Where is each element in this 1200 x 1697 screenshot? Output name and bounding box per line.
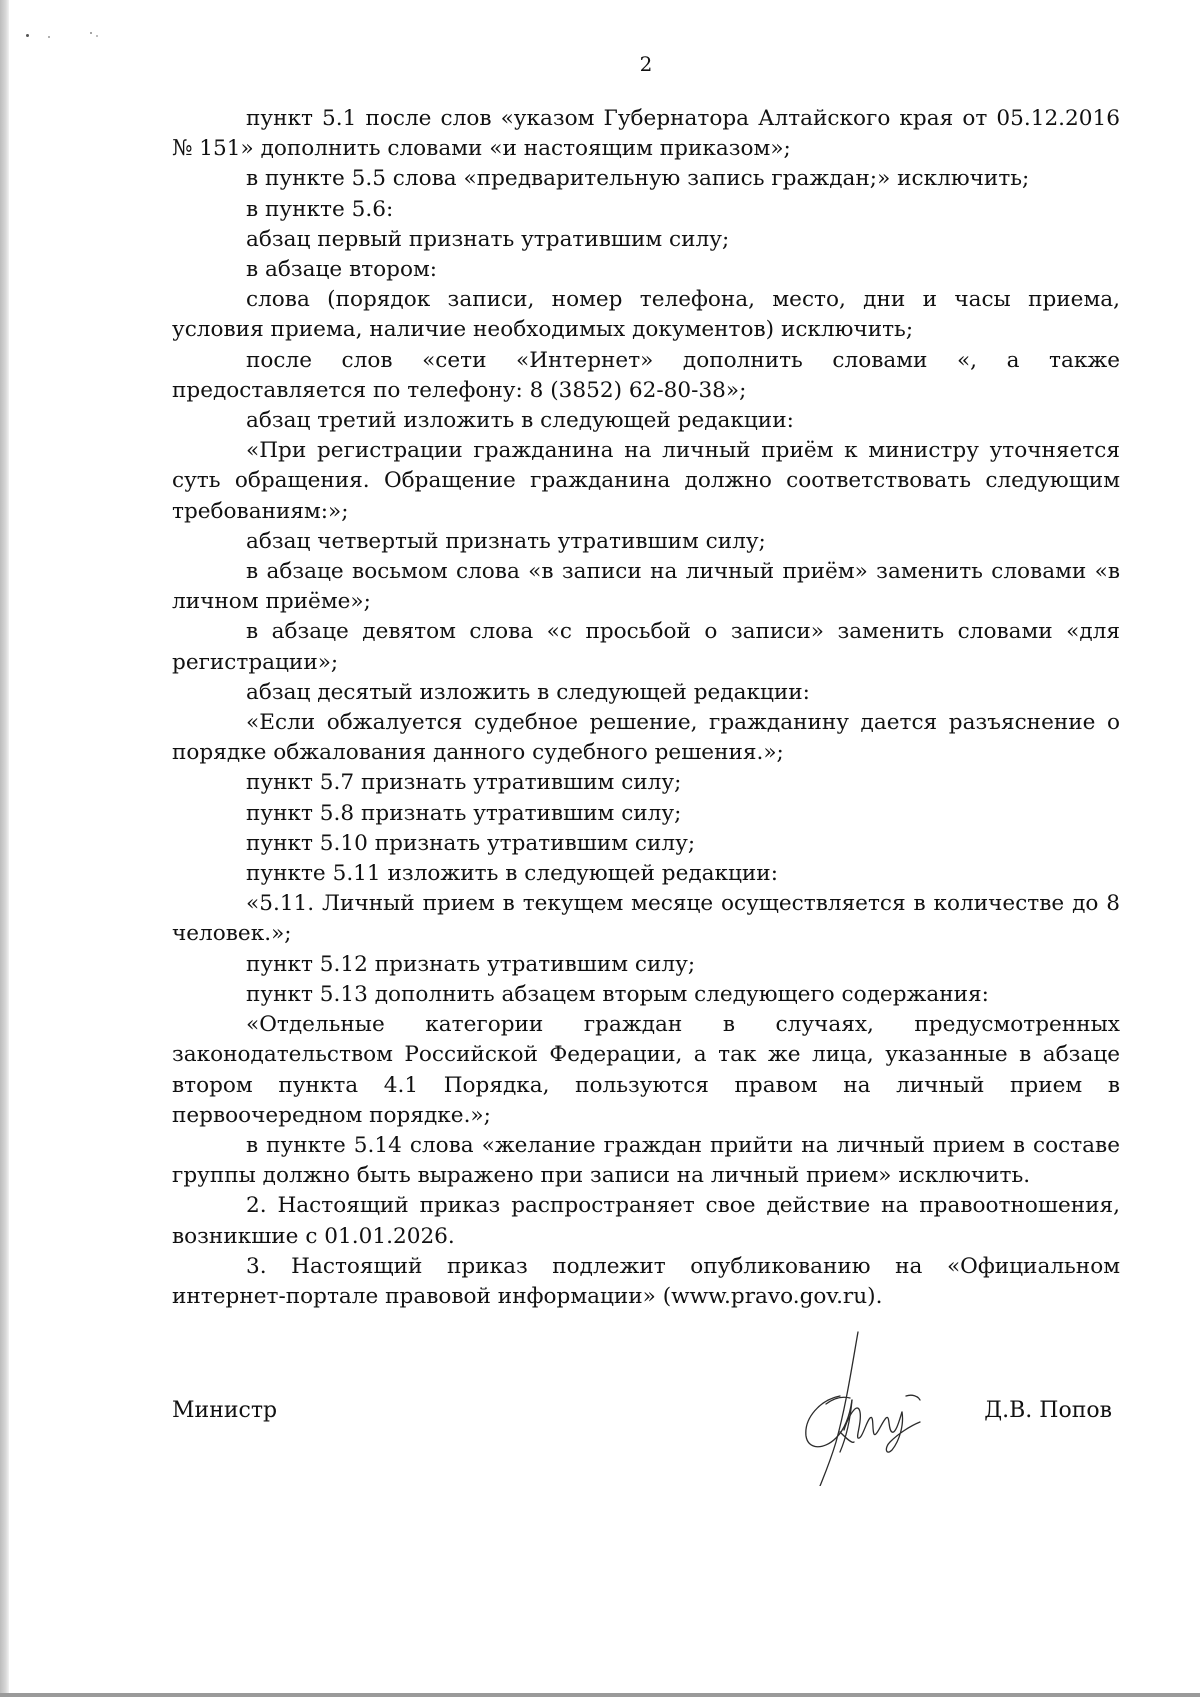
paragraph: «Отдельные категории граждан в случаях, предусмотренных законодательством Российской Федерации, а так же лица, указанные в абзаце втором пункта 4.1 Порядка, пользуются правом на личный прием в первоочередном порядке.»; bbox=[172, 1012, 1120, 1128]
scan-edge-left bbox=[0, 0, 9, 1697]
paragraph: пункт 5.10 признать утратившим силу; bbox=[246, 830, 696, 856]
signature-block bbox=[172, 1396, 1120, 1436]
paragraph: пункт 5.12 признать утратившим силу; bbox=[246, 951, 696, 977]
paragraph: абзац четвертый признать утратившим силу; bbox=[246, 528, 766, 554]
handwritten-signature bbox=[780, 1326, 960, 1486]
paragraph: 2. Настоящий приказ распространяет свое действие на правоотношения, возникшие с 01.01.2026. bbox=[172, 1193, 1120, 1249]
paragraph: в пункте 5.14 слова «желание граждан прийти на личный прием в составе группы должно быть выражено при записи на личный прием» исключить. bbox=[172, 1132, 1120, 1189]
paragraph: пункт 5.7 признать утратившим силу; bbox=[246, 770, 682, 796]
paragraph: в пункте 5.6: bbox=[246, 196, 394, 222]
paragraph: абзац третий изложить в следующей редакции: bbox=[246, 408, 794, 434]
paragraph: «Если обжалуется судебное решение, гражданину дается разъяснение о порядке обжалования данного судебного решения.»; bbox=[172, 710, 1120, 766]
paragraph: в абзаце девятом слова «с просьбой о записи» заменить словами «для регистрации»; bbox=[172, 619, 1120, 675]
paragraph: слова (порядок записи, номер телефона, место, дни и часы приема, условия приема, наличие необходимых документов) исключить; bbox=[172, 287, 1120, 343]
paragraph: пункт 5.1 после слов «указом Губернатора Алтайского края от 05.12.2016 № 151» дополнить словами «и настоящим приказом»; bbox=[172, 106, 1120, 162]
signatory-position: Министр bbox=[172, 1398, 278, 1423]
scan-noise-marks bbox=[26, 32, 106, 42]
paragraph: абзац первый признать утратившим силу; bbox=[246, 226, 730, 252]
paragraph: «При регистрации гражданина на личный приём к министру уточняется суть обращения. Обращение гражданина должно соответствовать следующим требованиям:»; bbox=[172, 438, 1120, 524]
paragraph: в абзаце восьмом слова «в записи на личный приём» заменить словами «в личном приёме»; bbox=[172, 559, 1120, 615]
page-number: 2 bbox=[639, 52, 653, 76]
scan-edge-bottom bbox=[0, 1693, 1200, 1697]
signatory-name: Д.В. Попов bbox=[984, 1398, 1112, 1423]
document-body bbox=[172, 104, 1120, 1312]
paragraph: 3. Настоящий приказ подлежит опубликованию на «Официальном интернет-портале правовой информации» (www.pravo.gov.ru). bbox=[172, 1253, 1120, 1309]
paragraph: «5.11. Личный прием в текущем месяце осуществляется в количестве до 8 человек.»; bbox=[172, 891, 1120, 947]
paragraph: после слов «сети «Интернет» дополнить словами «, а также предоставляется по телефону: 8 (3852) 62-80-38»; bbox=[172, 347, 1120, 403]
paragraph: пункт 5.13 дополнить абзацем вторым следующего содержания: bbox=[246, 981, 989, 1007]
paragraph: абзац десятый изложить в следующей редакции: bbox=[246, 679, 810, 705]
paragraph: в пункте 5.5 слова «предварительную запись граждан;» исключить; bbox=[246, 166, 1030, 192]
paragraph: пункте 5.11 изложить в следующей редакции: bbox=[246, 861, 778, 887]
paragraph: в абзаце втором: bbox=[246, 257, 438, 283]
paragraph: пункт 5.8 признать утратившим силу; bbox=[246, 800, 682, 826]
